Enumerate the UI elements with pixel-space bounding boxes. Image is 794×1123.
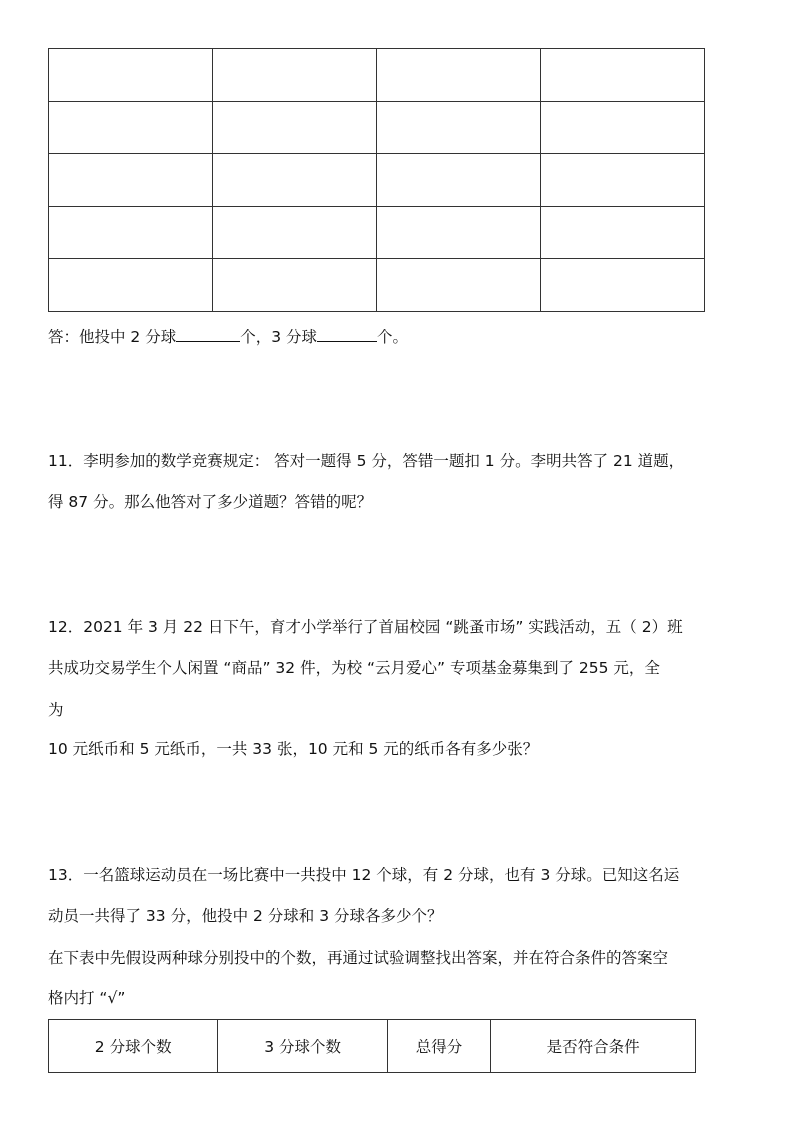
q12-line-2: 共成功交易学生个人闲置 “商品” 32 件，为校 “云月爱心” 专项基金募集到了 255 元，全 <box>48 659 660 677</box>
table-cell <box>377 154 541 207</box>
table-row <box>49 49 705 102</box>
answer-prefix: 答：他投中 2 分球 <box>48 328 177 346</box>
table-cell <box>213 49 377 102</box>
table-cell <box>541 206 705 259</box>
table-row <box>49 154 705 207</box>
table-cell <box>541 259 705 312</box>
table-cell <box>49 206 213 259</box>
answer-blank-2pt[interactable] <box>176 326 240 342</box>
trial-table-previous <box>48 48 705 312</box>
header-cell-3pt-count: 3 分球个数 <box>218 1020 387 1073</box>
table-cell <box>213 259 377 312</box>
answer-suffix: 个。 <box>377 328 409 346</box>
q13-line-4: 格内打 “√” <box>48 989 126 1007</box>
table-cell <box>377 101 541 154</box>
q11-line-2: 得 87 分。那么他答对了多少道题？答错的呢？ <box>48 493 373 511</box>
table-cell <box>541 154 705 207</box>
table-row <box>49 206 705 259</box>
table-cell <box>49 154 213 207</box>
q12-line-1: 12．2021 年 3 月 22 日下午，育才小学举行了首届校园 “跳蚤市场” 实践活动，五（ 2）班 <box>48 618 683 636</box>
header-cell-2pt-count: 2 分球个数 <box>49 1020 218 1073</box>
table-cell <box>377 259 541 312</box>
table-cell <box>377 206 541 259</box>
q13-line-1: 13．一名篮球运动员在一场比赛中一共投中 12 个球，有 2 分球，也有 3 分球。已知这名运 <box>48 866 680 884</box>
table-cell <box>49 101 213 154</box>
header-cell-total-score: 总得分 <box>387 1020 490 1073</box>
table-cell <box>213 206 377 259</box>
table-cell <box>377 49 541 102</box>
q13-line-3: 在下表中先假设两种球分别投中的个数，再通过试验调整找出答案，并在符合条件的答案空 <box>48 949 669 967</box>
table-cell <box>213 101 377 154</box>
trial-table-q13 <box>48 1019 696 1073</box>
table-row <box>49 259 705 312</box>
table-header-row <box>49 1020 696 1073</box>
header-cell-meets-condition: 是否符合条件 <box>491 1020 696 1073</box>
table-row <box>49 101 705 154</box>
q12-line-4: 10 元纸币和 5 元纸币，一共 33 张，10 元和 5 元的纸币各有多少张？ <box>48 740 539 758</box>
table-cell <box>541 49 705 102</box>
table-cell <box>49 259 213 312</box>
table-cell <box>213 154 377 207</box>
table-cell <box>49 49 213 102</box>
q11-line-1: 11．李明参加的数学竞赛规定： 答对一题得 5 分，答错一题扣 1 分。李明共答了 21 道题， <box>48 452 685 470</box>
q13-line-2: 动员一共得了 33 分，他投中 2 分球和 3 分球各多少个？ <box>48 907 443 925</box>
q12-line-3: 为 <box>48 701 64 719</box>
answer-middle: 个，3 分球 <box>240 328 318 346</box>
answer-blank-3pt[interactable] <box>317 326 377 342</box>
answer-line <box>48 326 408 347</box>
table-cell <box>541 101 705 154</box>
